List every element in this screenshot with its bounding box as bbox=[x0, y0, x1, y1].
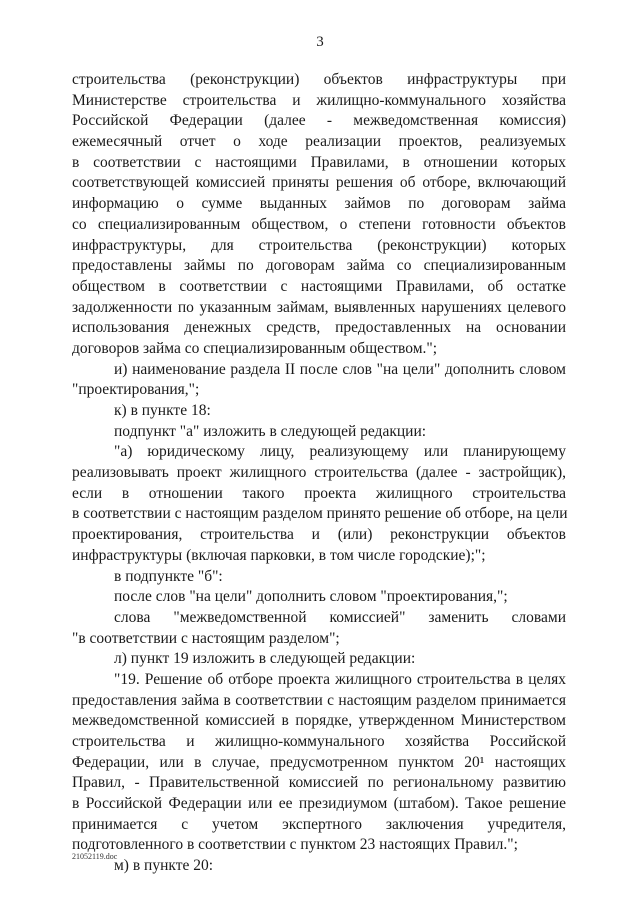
text-line: инфраструктуры (включая парковки, в том числе городские);"; bbox=[72, 546, 486, 564]
text-line: соответствующей комиссией приняты решения об отборе, включающий bbox=[72, 174, 566, 192]
text-line: к) в пункте 18: bbox=[114, 402, 211, 419]
text-line: Министерстве строительства и жилищно-коммунального хозяйства bbox=[72, 91, 566, 109]
document-filename: 21052119.doc bbox=[72, 852, 118, 861]
page-number: 3 bbox=[316, 34, 324, 50]
text-line: слова "межведомственной комиссией" заменить словами bbox=[114, 608, 566, 626]
text-line: предоставлены займы по договорам займа со специализированным bbox=[72, 257, 566, 275]
text-line: "19. Решение об отборе проекта жилищного строительства в целях bbox=[114, 670, 566, 688]
text-line: обществом в соответствии с настоящими Правилами, об остатке bbox=[72, 277, 566, 295]
text-line: межведомственной комиссией в порядке, утвержденном Министерством bbox=[72, 712, 566, 730]
text-line: "проектирования,"; bbox=[72, 381, 200, 399]
text-line: Правил, - Правительственной комиссией по региональному развитию bbox=[72, 774, 566, 792]
text-line: строительства (реконструкции) объектов инфраструктуры при bbox=[72, 71, 566, 88]
text-line: использования денежных средств, предоставленных на основании bbox=[72, 319, 566, 337]
text-line: "а) юридическому лицу, реализующему или планирующему bbox=[114, 443, 566, 461]
text-line: Федерации, или в случае, предусмотренном пунктом 20¹ настоящих bbox=[72, 753, 566, 771]
text-line: принимается с учетом экспертного заключения учредителя, bbox=[72, 815, 566, 833]
text-line: подпункт "а" изложить в следующей редакции: bbox=[114, 422, 427, 440]
text-line: подготовленного в соответствии с пунктом 23 настоящих Правил."; bbox=[72, 836, 518, 854]
text-line: строительства и жилищно-коммунального хозяйства Российской bbox=[72, 733, 566, 750]
text-line: в Российской Федерации или ее президиумом (штабом). Такое решение bbox=[72, 795, 566, 813]
text-line: л) пункт 19 изложить в следующей редакции: bbox=[114, 650, 416, 668]
text-line: ежемесячный отчет о ходе реализации проектов, реализуемых bbox=[72, 133, 566, 151]
text-line: в соответствии с настоящим разделом принято решение об отборе, на цели bbox=[72, 505, 568, 523]
text-line: и) наименование раздела II после слов "на цели" дополнить словом bbox=[114, 360, 566, 378]
text-line: "в соответствии с настоящим разделом"; bbox=[72, 629, 340, 647]
text-line: если в отношении такого проекта жилищного строительства bbox=[72, 484, 566, 502]
text-line: в соответствии с настоящими Правилами, в отношении которых bbox=[72, 153, 566, 171]
text-line: инфраструктуры, для строительства (реконструкции) которых bbox=[72, 236, 566, 254]
document-body bbox=[72, 70, 566, 877]
text-line: договоров займа со специализированным обществом."; bbox=[72, 339, 438, 357]
text-line: со специализированным обществом, о степени готовности объектов bbox=[72, 215, 566, 233]
text-line: после слов "на цели" дополнить словом "проектирования,"; bbox=[114, 588, 508, 606]
text-line: реализовывать проект жилищного строительства (далее - застройщик), bbox=[72, 464, 566, 482]
text-line: проектирования, строительства и (или) реконструкции объектов bbox=[72, 526, 566, 544]
text-line: задолженности по указанным займам, выявленных нарушениях целевого bbox=[72, 298, 566, 316]
text-line: в подпункте "б": bbox=[114, 567, 223, 585]
text-line: информацию о сумме выданных займов по договорам займа bbox=[72, 195, 566, 213]
text-line: предоставления займа в соответствии с настоящим разделом принимается bbox=[72, 691, 566, 709]
text-line: м) в пункте 20: bbox=[114, 857, 214, 875]
text-line: Российской Федерации (далее - межведомственная комиссия) bbox=[72, 112, 566, 130]
